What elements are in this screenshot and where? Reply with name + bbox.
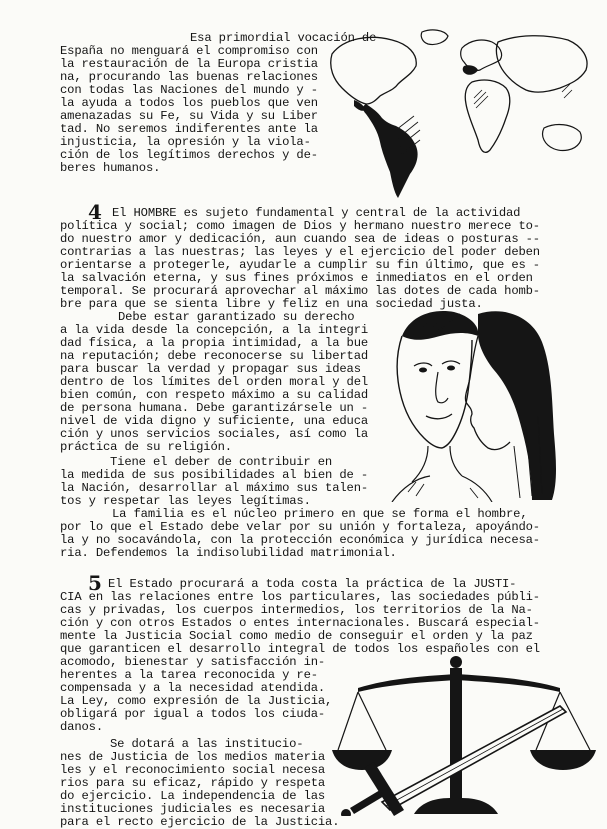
text-line: nes de Justicia de los medios materia bbox=[60, 750, 326, 764]
text-line: para el recto ejercicio de la Justicia. bbox=[60, 815, 340, 829]
text-line: instituciones judiciales es necesaria bbox=[60, 802, 326, 816]
text-line: do nuestro amor y dedicación, aun cuando sea de ideas o posturas -- bbox=[60, 232, 540, 246]
text-line: Debe estar garantizado su derecho bbox=[118, 310, 355, 324]
text-line: que garanticen el desarrollo integral de todos los españoles con el bbox=[60, 642, 540, 656]
text-line: bien común, con respeto máximo a su calidad bbox=[60, 388, 369, 402]
text-line: la restauración de la Europa cristia bbox=[60, 57, 318, 71]
text-line: CIA en las relaciones entre los particulares, las sociedades públi- bbox=[60, 590, 540, 604]
text-line: injusticia, la opresión y la viola- bbox=[60, 135, 311, 149]
text-line: El Estado procurará a toda costa la práctica de la JUSTI- bbox=[108, 577, 517, 591]
text-line: na, procurando las buenas relaciones bbox=[60, 70, 318, 84]
text-line: ción y con otros Estados o entes internacionales. Buscará especial- bbox=[60, 616, 540, 630]
text-line: obligará por igual a todos los ciuda- bbox=[60, 707, 326, 721]
text-line: contrarias a las nuestras; las leyes y el ejercicio del poder deben bbox=[60, 245, 540, 259]
text-line: dentro de los límites del orden moral y del bbox=[60, 375, 369, 389]
text-line: acomodo, bienestar y satisfacción in- bbox=[60, 655, 326, 669]
text-line: mente la Justicia Social como medio de conseguir el orden y la paz bbox=[60, 629, 533, 643]
text-line: Se dotará a las institucio- bbox=[110, 737, 304, 751]
text-line: política y social; como imagen de Dios y hermano nuestro merece to- bbox=[60, 219, 540, 233]
text-line: do ejercicio. La independencia de las bbox=[60, 789, 326, 803]
text-line: la salvación eterna, y sus fines próximos e inmediatos en el orden bbox=[60, 271, 533, 285]
world-map-illustration bbox=[322, 26, 592, 204]
text-line: la medida de sus posibilidades al bien de - bbox=[60, 468, 369, 482]
text-line: bre para que se sienta libre y feliz en una sociedad justa. bbox=[60, 297, 483, 311]
text-line: compensada y a la necesidad atendida. bbox=[60, 681, 326, 695]
text-line: La Ley, como expresión de la Justicia, bbox=[60, 694, 333, 708]
text-line: Tiene el deber de contribuir en bbox=[110, 455, 333, 469]
text-line: tos y respetar las leyes legítimas. bbox=[60, 494, 311, 508]
text-line: España no menguará el compromiso con bbox=[60, 44, 318, 58]
text-line: na reputación; debe reconocerse su libertad bbox=[60, 349, 369, 363]
text-line: rios para su eficaz, rápido y respeta bbox=[60, 776, 326, 790]
text-line: tad. No seremos indiferentes ante la bbox=[60, 122, 318, 136]
text-line: les y el reconocimiento social necesa bbox=[60, 763, 326, 777]
text-line: Esa primordial vocación de bbox=[190, 31, 377, 45]
text-line: para buscar la verdad y propagar sus ideas bbox=[60, 362, 361, 376]
text-line: por lo que el Estado debe velar por su unión y fortaleza, apoyándo- bbox=[60, 520, 540, 534]
faces-illustration bbox=[382, 306, 560, 502]
text-line: danos. bbox=[60, 720, 103, 734]
text-line: práctica de su religión. bbox=[60, 440, 232, 454]
text-line: ria. Defendemos la indisolubilidad matrimonial. bbox=[60, 546, 397, 560]
text-line: orientarse a protegerle, ayudarle a cumplir su fin último, que es - bbox=[60, 258, 540, 272]
text-line: dad física, a la propia intimidad, a la bue bbox=[60, 336, 369, 350]
section-number: 4 bbox=[88, 200, 102, 224]
text-line: beres humanos. bbox=[60, 161, 161, 175]
text-line: ción y unos servicios sociales, así como la bbox=[60, 427, 369, 441]
text-line: a la vida desde la concepción, a la integri bbox=[60, 323, 369, 337]
text-line: con todas las Naciones del mundo y - bbox=[60, 83, 318, 97]
text-line: El HOMBRE es sujeto fundamental y central de la actividad bbox=[112, 206, 521, 220]
text-line: la Nación, desarrollar al máximo sus talen- bbox=[60, 481, 369, 495]
text-line: de persona humana. Debe garantizársele un - bbox=[60, 401, 369, 415]
scales-of-justice-illustration bbox=[330, 654, 598, 816]
text-line: amenazadas su Fe, su Vida y su Liber bbox=[60, 109, 318, 123]
text-line: herentes a la tarea reconocida y re- bbox=[60, 668, 318, 682]
text-line: cas y privadas, los cuerpos intermedios, los territorios de la Na- bbox=[60, 603, 533, 617]
text-line: La familia es el núcleo primero en que se forma el hombre, bbox=[112, 507, 528, 521]
text-line: la ayuda a todos los pueblos que ven bbox=[60, 96, 318, 110]
text-line: ción de los legítimos derechos y de- bbox=[60, 148, 318, 162]
text-line: nivel de vida digno y suficiente, una educa bbox=[60, 414, 369, 428]
section-number: 5 bbox=[88, 571, 102, 595]
text-line: la y no socavándola, con la protección económica y jurídica necesa- bbox=[60, 533, 540, 547]
text-line: temporal. Se procurará aprovechar al máximo las dotes de cada homb- bbox=[60, 284, 540, 298]
